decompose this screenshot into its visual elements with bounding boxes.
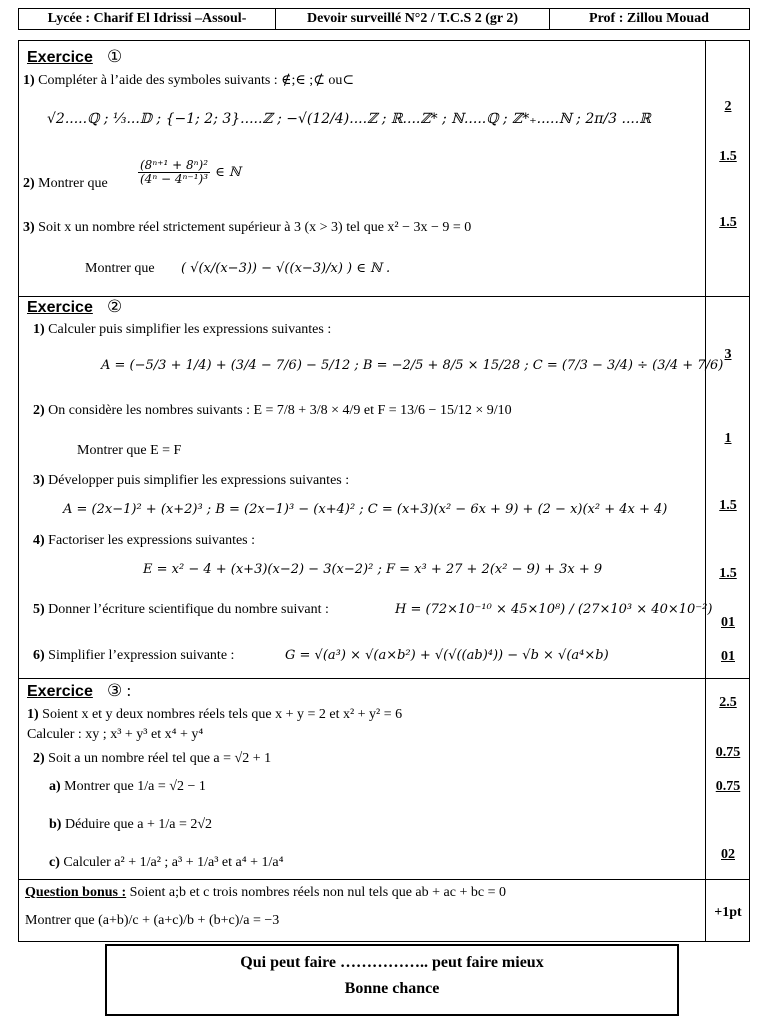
ex1-q3b-expression: ( √(x/(x−3)) − √((x−3)/x) ) ∈ ℕ . [181, 261, 391, 276]
ex3-qb: b) Déduire que a + 1/a = 2√2 [49, 817, 213, 832]
exercise2-number: ② [107, 297, 123, 316]
ex2-points-4: 1.5 [719, 566, 737, 581]
ex2-q6-expression: G = √(a³) × √(a×b²) + √(√((ab)⁴)) − √b × √(a⁴×b) [285, 648, 609, 663]
ex3-points-1: 2.5 [719, 695, 737, 710]
exercise1-title: Exercice [27, 49, 93, 66]
ex3-qa: a) Montrer que 1/a = √2 − 1 [49, 779, 206, 794]
ex2-points-3: 1.5 [719, 498, 737, 513]
ex1-q3: 3) Soit x un nombre réel strictement supérieur à 3 (x > 3) tel que x² − 3x − 9 = 0 [23, 220, 472, 235]
ex2-points-1: 3 [724, 347, 732, 362]
ex2-q2: 2) On considère les nombres suivants : E = 7/8 + 3/8 × 4/9 et F = 13/6 − 15/12 × 9/10 [33, 403, 512, 418]
ex2-q5-expression: H = (72×10⁻¹⁰ × 45×10⁸) / (27×10³ × 40×10⁻²) [395, 602, 713, 617]
exam-grid [18, 40, 750, 942]
ex1-q2-fraction: $\frac{\text{(8ⁿ⁺¹ + 8ⁿ)²}}{\text{(4ⁿ − 4ⁿ⁻¹)³}}$ ∈ ℕ [140, 158, 241, 186]
exercise3-number: ③ : [107, 681, 132, 700]
header-bar [18, 8, 750, 30]
ex3-q1b: Calculer : xy ; x³ + y³ et x⁴ + y⁴ [27, 727, 204, 742]
ex2-q4-expressions: E = x² − 4 + (x+3)(x−2) − 3(x−2)² ; F = x³ + 27 + 2(x² − 9) + 3x + 9 [143, 562, 603, 577]
ex2-q1: 1) Calculer puis simplifier les expressions suivantes : [33, 322, 332, 337]
teacher-name: Prof : Zillou Mouad [589, 11, 709, 26]
bonus-question: Question bonus : Soient a;b et c trois nombres réels non nul tels que ab + ac + bc = 0 [25, 885, 506, 900]
footer-box [105, 944, 679, 1016]
ex1-q3b-label: Montrer que [85, 261, 155, 276]
ex2-q1-expressions: A = (−5/3 + 1/4) + (3/4 − 7/6) − 5/12 ; B = −2/5 + 8/5 × 15/28 ; C = (7/3 − 3/4) ÷ (3/4 + 7/6) [101, 358, 724, 373]
footer-good-luck: Bonne chance [344, 980, 440, 997]
ex3-q1: 1) Soient x et y deux nombres réels tels que x + y = 2 et x² + y² = 6 [27, 707, 403, 722]
school-name: Lycée : Charif El Idrissi –Assoul- [19, 9, 276, 29]
bonus-title: Question bonus : [25, 885, 127, 900]
ex2-q4: 4) Factoriser les expressions suivantes : [33, 533, 256, 548]
ex2-q3-expressions: A = (2x−1)² + (x+2)³ ; B = (2x−1)³ − (x+4)² ; C = (x+3)(x² − 6x + 9) + (2 − x)(x² + 4x + 4) [63, 502, 668, 517]
ex1-points-3: 1.5 [719, 215, 737, 230]
ex1-points-1: 2 [724, 99, 732, 114]
ex2-q2b: Montrer que E = F [77, 443, 182, 458]
ex2-points-5: 01 [721, 615, 735, 630]
ex2-q5: 5) Donner l’écriture scientifique du nombre suivant : [33, 602, 329, 617]
bonus-text: Montrer que (a+b)/c + (a+c)/b + (b+c)/a = −3 [25, 913, 280, 928]
points-column-divider [705, 41, 706, 941]
ex3-qc: c) Calculer a² + 1/a² ; a³ + 1/a³ et a⁴ + 1/a⁴ [49, 855, 284, 870]
ex1-q1-symbols: √2.....ℚ ; ⅓...𝔻 ; {−1; 2; 3}.....ℤ ; −√(12/4)....ℤ ; ℝ....ℤ* ; ℕ.....ℚ ; ℤ*₊.....ℕ ; 2π/3 ....ℝ [47, 111, 651, 127]
divider-ex3-bonus [19, 879, 749, 880]
ex2-q3: 3) Développer puis simplifier les expressions suivantes : [33, 473, 350, 488]
footer-motto: Qui peut faire …………….. peut faire mieux [240, 954, 544, 971]
exercise2-title: Exercice [27, 299, 93, 316]
ex3-points-2: 0.75 [715, 745, 741, 760]
ex2-q6: 6) Simplifier l’expression suivante : [33, 648, 235, 663]
ex3-q2: 2) Soit a un nombre réel tel que a = √2 + 1 [33, 751, 272, 766]
divider-ex1-ex2 [19, 296, 749, 297]
bonus-points: +1pt [714, 905, 742, 920]
ex1-q2: 2) Montrer que [23, 176, 108, 191]
ex1-q1: 1) Compléter à l’aide des symboles suivants : ∉;∈ ;⊄ ou⊂ [23, 73, 355, 88]
ex3-points-3: 0.75 [715, 779, 741, 794]
exercise3-title: Exercice [27, 683, 93, 700]
ex2-points-2: 1 [724, 431, 732, 446]
divider-ex2-ex3 [19, 678, 749, 679]
exercise1-number: ① [107, 47, 123, 66]
ex3-points-4: 02 [721, 847, 735, 862]
ex1-points-2: 1.5 [719, 149, 737, 164]
ex2-points-6: 01 [721, 649, 735, 664]
exam-title: Devoir surveillé N°2 / T.C.S 2 (gr 2) [276, 9, 550, 29]
